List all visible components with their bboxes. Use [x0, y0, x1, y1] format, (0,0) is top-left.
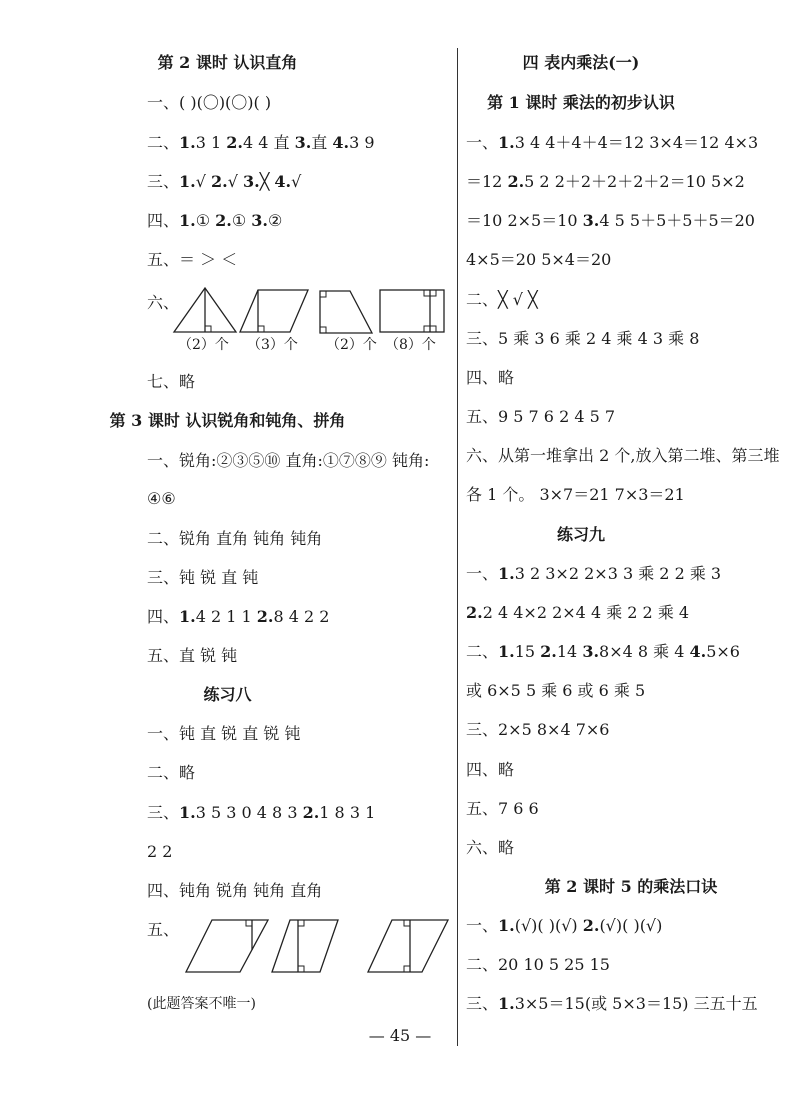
ex9-q2b: 或 6×5 5 乘 6 或 6 乘 5 [466, 681, 646, 700]
parallelogram-answer-1 [184, 918, 270, 974]
l2-q5: 五、＝ ＞ ＜ [147, 250, 238, 269]
l2-q6-prefix: 六、 [147, 293, 180, 312]
r-l1-q6b: 各 1 个。 3×7＝21 7×3＝21 [466, 485, 685, 504]
lesson3-title: 第 3 课时 认识锐角和钝角、拼角 [109, 411, 346, 430]
ex8-q2: 二、略 [147, 763, 196, 782]
trapezoid-figure [318, 289, 374, 335]
l3-q3: 三、钝 锐 直 钝 [147, 568, 259, 587]
l2-q2: 二、1.3 1 2.4 4 直 3.直 4.3 9 [147, 133, 375, 152]
q6-caption-4: （8）个 [385, 337, 436, 353]
ex9-q5: 五、7 6 6 [466, 799, 539, 818]
ex9-q4: 四、略 [466, 760, 515, 779]
column-divider [457, 48, 458, 1046]
ex8-note: (此题答案不唯一) [147, 996, 256, 1012]
ex8-q1: 一、钝 直 锐 直 锐 钝 [147, 724, 301, 743]
r-l1-q1c: ＝10 2×5＝10 3.4 5 5＋5＋5＋5＝20 [466, 211, 755, 230]
parallelogram-answer-2 [270, 918, 340, 974]
q6-caption-1: （2）个 [178, 337, 229, 353]
l2-q1: 一、( )(〇)(〇)( ) [147, 93, 272, 112]
l3-q5: 五、直 锐 钝 [147, 646, 238, 665]
r-l1-q6a: 六、从第一堆拿出 2 个,放入第二堆、第三堆 [466, 446, 780, 465]
ex9-q6: 六、略 [466, 838, 515, 857]
l3-q1a: 一、锐角:②③⑤⑩ 直角:①⑦⑧⑨ 钝角: [147, 451, 430, 470]
r-l1-q1d: 4×5＝20 5×4＝20 [466, 250, 612, 269]
ex9-title: 练习九 [556, 525, 605, 544]
l3-q2: 二、锐角 直角 钝角 钝角 [147, 529, 323, 548]
lesson2-title: 第 2 课时 认识直角 [157, 53, 298, 72]
r-l2-q1: 一、1.(√)( )(√) 2.(√)( )(√) [466, 916, 663, 935]
r-l1-q5: 五、9 5 7 6 2 4 5 7 [466, 407, 616, 426]
parallelogram-figure [238, 288, 310, 334]
r-l1-q3: 三、5 乘 3 6 乘 2 4 乘 4 3 乘 8 [466, 329, 700, 348]
l2-q3: 三、1.√ 2.√ 3.╳ 4.√ [147, 172, 302, 191]
l3-q1b: ④⑥ [147, 489, 176, 508]
ex8-title: 练习八 [203, 685, 252, 704]
page-number: — 45 — [368, 1026, 432, 1045]
l3-q4: 四、1.4 2 1 1 2.8 4 2 2 [147, 607, 330, 626]
r-l1-q1b: ＝12 2.5 2 2＋2＋2＋2＋2＝10 5×2 [466, 172, 745, 191]
ex9-q1a: 一、1.3 2 3×2 2×3 3 乘 2 2 乘 3 [466, 564, 722, 583]
r-l1-q2: 二、╳ √ ╳ [466, 290, 538, 309]
rectangle-figure [378, 288, 446, 334]
ex8-q4: 四、钝角 锐角 钝角 直角 [147, 881, 323, 900]
r-l2-q3: 三、1.3×5＝15(或 5×3＝15) 三五十五 [466, 994, 758, 1013]
r-l1-q1a: 一、1.3 4 4＋4＋4＝12 3×4＝12 4×3 [466, 133, 759, 152]
unit-title: 四 表内乘法(一) [522, 53, 640, 72]
ex8-q3b: 2 2 [147, 842, 173, 861]
ex9-q1b: 2.2 4 4×2 2×4 4 乘 2 2 乘 4 [466, 603, 690, 622]
ex9-q2a: 二、1.15 2.14 3.8×4 8 乘 4 4.5×6 [466, 642, 740, 661]
r-lesson1-title: 第 1 课时 乘法的初步认识 [487, 93, 675, 112]
q6-caption-3: （2）个 [326, 337, 377, 353]
triangle-figure [170, 286, 240, 334]
ex8-q5: 五、 [147, 920, 180, 939]
q6-caption-2: （3）个 [247, 337, 298, 353]
l2-q4: 四、1.① 2.① 3.② [147, 211, 283, 230]
ex8-q3a: 三、1.3 5 3 0 4 8 3 2.1 8 3 1 [147, 803, 376, 822]
r-l1-q4: 四、略 [466, 368, 515, 387]
parallelogram-answer-3 [366, 918, 450, 974]
r-l2-q2: 二、20 10 5 25 15 [466, 955, 610, 974]
r-lesson2-title: 第 2 课时 5 的乘法口诀 [544, 877, 718, 896]
l2-q7: 七、略 [147, 372, 196, 391]
ex9-q3: 三、2×5 8×4 7×6 [466, 720, 610, 739]
